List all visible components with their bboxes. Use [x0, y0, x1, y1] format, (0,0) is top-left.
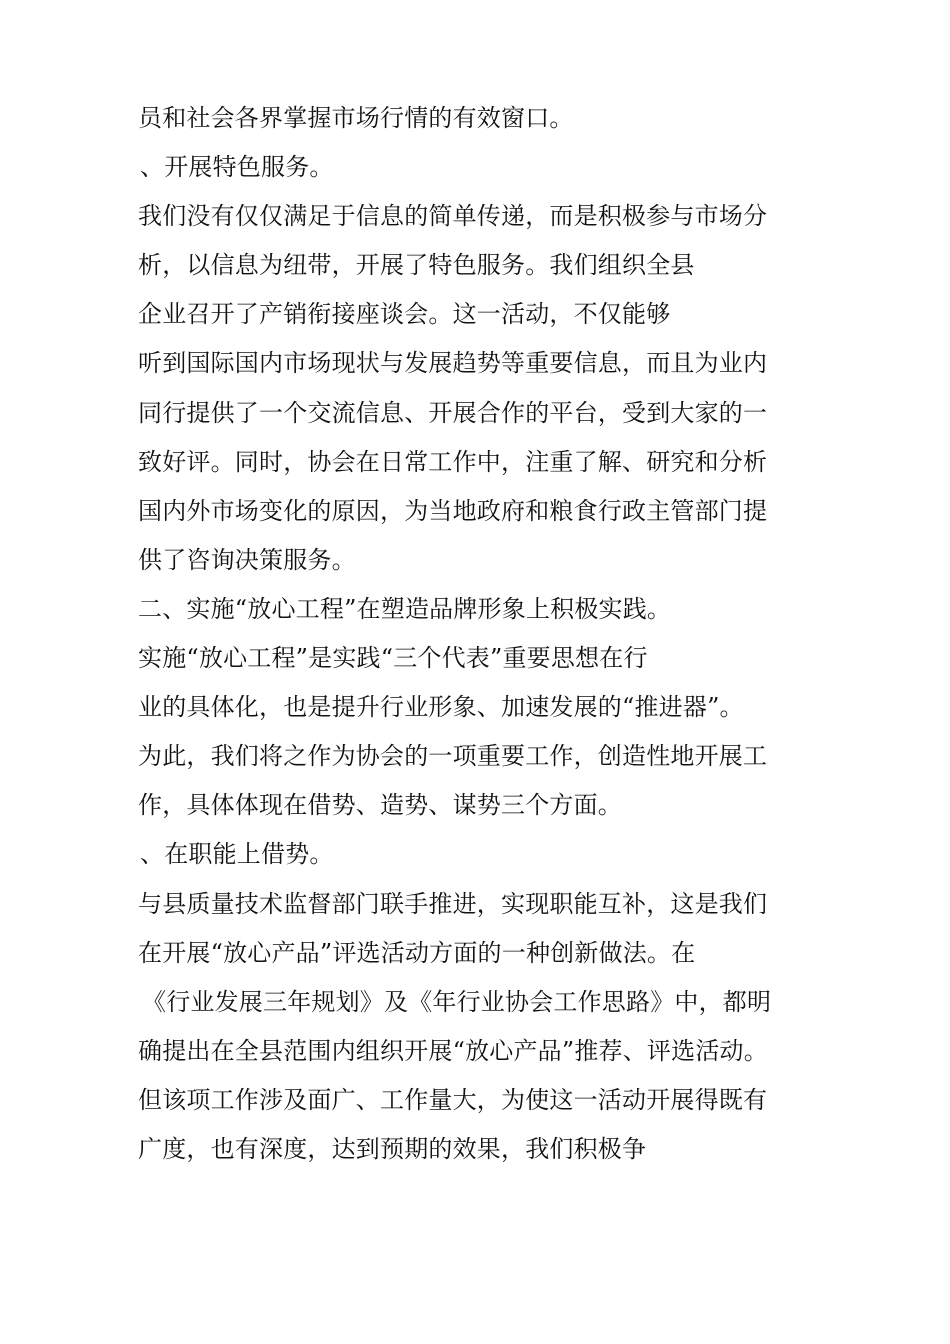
text-line: 企业召开了产销衔接座谈会。这一活动，不仅能够 [138, 300, 671, 329]
text-line: 听到国际国内市场现状与发展趋势等重要信息，而且为业内 [138, 349, 768, 378]
document-body [138, 94, 828, 1174]
text-line: 致好评。同时，协会在日常工作中，注重了解、研究和分析 [138, 447, 768, 476]
text-line: 员和社会各界掌握市场行情的有效窗口。 [138, 104, 574, 132]
text-line: 确提出在全县范围内组织开展“放心产品”推荐、评选活动。 [138, 1036, 768, 1065]
text-line: 实施“放心工程”是实践“三个代表”重要思想在行 [138, 644, 648, 673]
section-heading: 、开展特色服务。 [140, 153, 334, 182]
text-line: 我们没有仅仅满足于信息的简单传递，而是积极参与市场分 [138, 202, 768, 231]
text-line: 国内外市场变化的原因，为当地政府和粮食行政主管部门提 [138, 496, 768, 525]
text-line: 但该项工作涉及面广、工作量大，为使这一活动开展得既有 [138, 1085, 768, 1114]
text-line: 《行业发展三年规划》及《年行业协会工作思路》中，都明 [142, 987, 772, 1016]
text-line: 析，以信息为纽带，开展了特色服务。我们组织全县 [138, 251, 695, 280]
text-line: 业的具体化，也是提升行业形象、加速发展的“推进器”。 [138, 693, 744, 722]
text-line: 与县质量技术监督部门联手推进，实现职能互补，这是我们 [138, 889, 768, 918]
text-line: 供了咨询决策服务。 [138, 545, 356, 574]
section-heading: 二、实施“放心工程”在塑造品牌形象上积极实践。 [138, 594, 672, 623]
text-line: 为此，我们将之作为协会的一项重要工作，创造性地开展工 [138, 742, 768, 771]
text-line: 同行提供了一个交流信息、开展合作的平台，受到大家的一 [138, 398, 768, 427]
text-line: 在开展“放心产品”评选活动方面的一种创新做法。在 [138, 938, 696, 967]
section-heading: 、在职能上借势。 [140, 840, 334, 869]
text-line: 广度，也有深度，达到预期的效果，我们积极争 [138, 1134, 647, 1163]
text-line: 作，具体体现在借势、造势、谋势三个方面。 [138, 791, 622, 820]
